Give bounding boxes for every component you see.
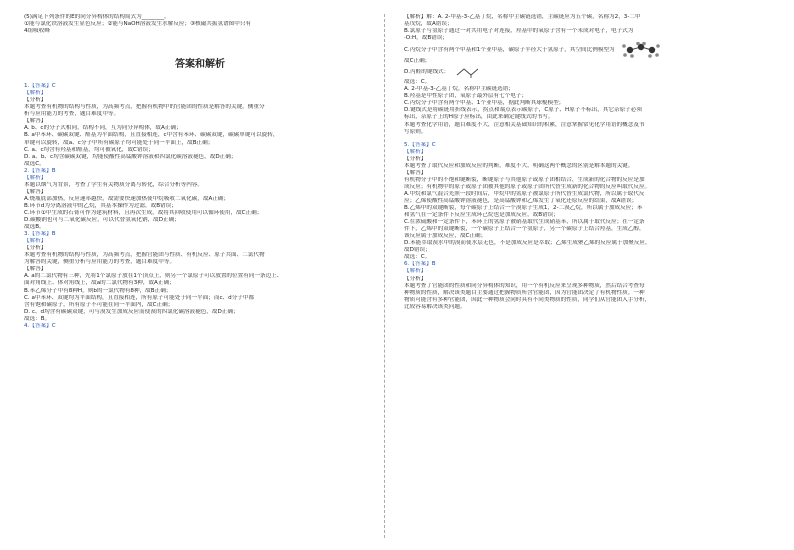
text-line: D.丙醛的键线式： bbox=[404, 68, 450, 75]
skeletal-formula-row bbox=[404, 65, 756, 79]
text-line: C.环节①中生成的石膏可作为建筑材料，且再次生成，故将其回收使用可以循环使用，故C正确； bbox=[24, 209, 263, 216]
text-line: 比较容易解决该类问题。 bbox=[404, 303, 466, 310]
q3-solution bbox=[24, 231, 376, 323]
text-line: 为解答的关键，侧重分析与应用能力的考查，题目难度中等。 bbox=[24, 259, 176, 266]
text-line: 写原则。 bbox=[404, 128, 427, 135]
q2-solution bbox=[24, 168, 376, 231]
text-line: 件下，乙烯中的双键断裂，一个碳原子上结合一个氢原子，另一个碳原子上结合羟基，生成乙醇， bbox=[404, 226, 645, 233]
text-line: ①能与氯化铁溶液发生显色反应；②能与NaOH溶液发生水解反应；③核磁共振氢谱图中只有 bbox=[24, 21, 252, 28]
text-line: 标出，杂原子上的H原子应标出，由此来确定键线式的书写。 bbox=[404, 114, 554, 121]
text-line: 有机物分子中的不饱和键断裂，断键原子与其他原子或原子团相结合，生成新的化合物的反应是加 bbox=[404, 176, 645, 183]
text-line: C.丙烷分子中含有两个甲基和1个亚甲基，碳原子半径大于氢原子，其空间比例模型为 bbox=[404, 46, 615, 53]
propanal-skeletal-icon bbox=[455, 65, 483, 79]
text-line: 4组吸收峰 bbox=[24, 28, 50, 35]
text-line: 故选C。 bbox=[24, 160, 45, 167]
text-line: 析与应用能力的考查，题目难度中等。 bbox=[24, 111, 120, 118]
text-line: C. a、c均含有羟基和醛基，均可被氧化，故C错误； bbox=[24, 146, 154, 153]
section-tag: 【解析】 bbox=[24, 174, 47, 181]
section-tag: 【解析】 bbox=[24, 90, 47, 97]
text-line: 本题考查有机物的结构与性质，为高频考点，把握有机物中的官能团的性质是解答的关键，侧重分 bbox=[24, 104, 265, 111]
text-line: A.甲烷和氯气混合光照一段时间后，甲烷中的氢原子被氯原子所代替生成氯代物，所以属于取代反 bbox=[404, 190, 645, 197]
right-column bbox=[404, 14, 756, 311]
text-line: (5)满足下列条件的E的同分异构体的结构简式为________。 bbox=[24, 14, 170, 20]
text-line: 故D错误； bbox=[404, 247, 431, 254]
text-line: 本题考查了取代反应和加成反应的判断，难度不大，明确这两个概念的区别是解本题的关键。 bbox=[404, 162, 634, 169]
text-line: 故C正确； bbox=[404, 58, 431, 65]
text-line: 含有饱和碳原子，所有原子不可能在同一平面内，故C正确； bbox=[24, 301, 174, 308]
text-line: 应；乙烯使酸性高锰酸钾溶液褪色，是高锰酸钾和乙烯发生了氧化还原反应的结果，故A错误； bbox=[404, 197, 638, 204]
text-line: 单键可以旋转，故a、c分子中所有碳原子均可能处于同一平面上，故B正确； bbox=[24, 139, 214, 146]
section-tag: 【解析】 bbox=[404, 148, 427, 155]
text-line: C.丙烷分子中含有两个甲基、1个亚甲基，据此判断其球棍模型； bbox=[404, 100, 565, 107]
section-tag: 【分析】 bbox=[24, 97, 47, 104]
text-line: D.苯能萃取溴水中的溴而使水层无色，不是加成反应是萃取；乙烯生成聚乙烯的反应属于加聚反应， bbox=[404, 240, 651, 247]
column-divider bbox=[384, 14, 385, 538]
text-line: B.环节d为分离溶液中的乙烷，其基本操作为过滤，故B错误； bbox=[24, 202, 177, 209]
text-line: B.乙烯中的双键断裂，每个碳原子上结合一个溴原子生成1，2-二溴乙烷，所以属于加成反应；苯 bbox=[404, 205, 643, 212]
text-line: 本题考查了官能团的性质和同分异构体的知识，用一个有机反应来呈现多种物质，然后结合考查每 bbox=[404, 282, 645, 289]
text-line: 面对角线上、体对角线上，故a的二氯代物有3种，故A正确； bbox=[24, 280, 175, 287]
text-line: 本题考查有机物的结构与性质，为高频考点，把握官能团与性质、有机反应、原子共面、二氯代物 bbox=[24, 252, 265, 259]
text-line: D. a、b、c均含碳碳双键，均能使酸性高锰酸钾溶液和四氯化碳溶液褪色，故D正确； bbox=[24, 153, 237, 160]
section-tag: 【分析】 bbox=[24, 245, 47, 252]
section-tag: 【解析】 bbox=[404, 268, 427, 275]
answer-label: 5.【答案】C bbox=[404, 141, 436, 148]
text-line: 成反应；有机物中的原子或原子团被其他的原子或原子团所代替生成新的化合物的反应叫取代反应。 bbox=[404, 183, 651, 190]
text-line: 本题考查化学用语，题目难度不大，注意相关基础知识的积累，注意掌握常见化学用语的概念及书 bbox=[404, 121, 645, 128]
section-tag: 【分析】 bbox=[404, 155, 427, 162]
section-tag: 【解答】 bbox=[24, 188, 47, 195]
text-line: 基戊烷，故A错误； bbox=[404, 21, 453, 28]
text-line: 故选：C。 bbox=[404, 254, 431, 261]
text-line: C. a中苯环、双键均为平面结构，且直接相连，所有原子可能处于同一平面；而c、d分子中都 bbox=[24, 294, 255, 301]
text-line: D.碳酸钠也可与二氧化碳反应，可以代替氢氧化钠，故D正确； bbox=[24, 217, 180, 224]
text-line: 种物质的性质，解决该类题目主要通过把握物质所含官能团，因为官能团决定了有机物性质。一种 bbox=[404, 289, 645, 296]
text-line: C.在浓硫酸和一定条件下，苯环上的氢原子被硝基取代生成硝基苯，所以属于取代反应；在一定条 bbox=[404, 219, 645, 226]
text-line: 故选：C。 bbox=[404, 79, 431, 86]
text-line: 物质可能含有多种官能团，因此一种物质会同时具有不同类物质的性质，同学们从官能团入手分析， bbox=[404, 296, 651, 303]
answer-label: 2.【答案】B bbox=[24, 167, 56, 174]
text-line: A. a的二氯代物有三种，先将1个氯原子放在1个顶点上，则另一个氯原子可以放置的位置有同一条边上、 bbox=[24, 273, 283, 280]
text-line: B. a中苯环、碳碳双键、醛基为平面结构，且直接相连，c中含有苯环、碳碳双键，碳碳单键可以旋转， bbox=[24, 132, 279, 139]
text-line: B.羟基是中性原子团，氧原子最外层有七个电子； bbox=[404, 93, 528, 100]
q5-solution bbox=[404, 142, 756, 262]
answer-label: 3.【答案】B bbox=[24, 231, 56, 238]
section-tag: 【解答】 bbox=[404, 169, 427, 176]
text-line: A.烧瓶底部加热，反应速率越快，故需要快速加热使甲烷吸收二氧化碳，故A正确； bbox=[24, 195, 230, 202]
q1-solution bbox=[24, 83, 376, 168]
answer-label: 1.【答案】C bbox=[24, 83, 56, 90]
text-line: B.氯原子与氢原子通过一对共用电子对连接，羟基中的氧原子含有一个未成对电子，电子式为 bbox=[404, 28, 634, 35]
propane-ball-model-icon bbox=[621, 42, 661, 58]
text-line: 本题以烟气为背景，考查了学生有关物质分离与转化，综合分析等内容。 bbox=[24, 181, 204, 188]
text-line: A. 2-甲基-3-乙基丁烷，名称中主碳链选错； bbox=[404, 86, 514, 93]
text-line: 故选B。 bbox=[24, 224, 45, 231]
text-line: 【解析】解：A. 2-甲基-3-乙基丁烷，名称中主碳链选错，主碳链应为五个碳，名称为2，3-二甲 bbox=[404, 14, 641, 20]
section-tag: 【解答】 bbox=[24, 266, 47, 273]
section-tag: 【解析】 bbox=[24, 238, 47, 245]
section-tag: 【分析】 bbox=[404, 275, 427, 282]
q5-conditions bbox=[24, 14, 376, 35]
q4-solution bbox=[404, 14, 756, 136]
answer-heading: 答案和解析 bbox=[175, 59, 225, 71]
text-line: B.苯乙烯分子中有8种H，则b的一氯代物有8种，故B正确； bbox=[24, 287, 172, 294]
text-line: 和氢气在一定条件下反应生成环己烷也是加成反应，故B错误； bbox=[404, 212, 559, 219]
text-line: D. c、d均含有碳碳双键，可与溴发生加成反应而使溴的四氯化碳溶液褪色，故D正确； bbox=[24, 308, 239, 315]
section-tag: 【解答】 bbox=[24, 118, 47, 125]
text-line: D.键线式是将碳链用折线表示，拐点和端点表示碳原子，C原子、H原子不标出，其它杂原子必须 bbox=[404, 107, 642, 114]
q6-solution bbox=[404, 261, 756, 310]
ball-model-row bbox=[404, 42, 756, 58]
answer-label: 6.【答案】B bbox=[404, 261, 436, 268]
text-line: 故选：B。 bbox=[24, 315, 51, 322]
text-line: ·Ö:H，故B错误； bbox=[404, 35, 448, 42]
text-line: A. b、c的分子式相同，结构不同，互为同分异构体，故A正确； bbox=[24, 125, 182, 132]
left-column bbox=[24, 14, 376, 330]
text-line: 该反应属于加成反应，故C正确； bbox=[404, 233, 487, 240]
answer-label: 4.【答案】C bbox=[24, 322, 56, 329]
